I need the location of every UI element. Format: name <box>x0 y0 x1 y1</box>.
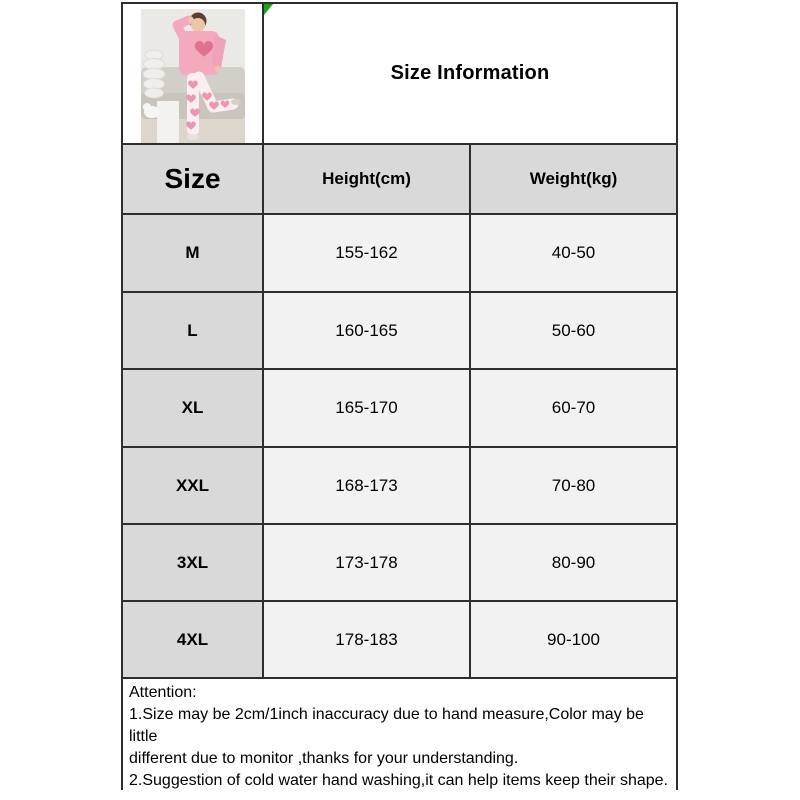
weight-value-m: 40-50 <box>551 243 596 262</box>
slipper-2 <box>231 99 241 105</box>
size-cell-m <box>123 215 262 291</box>
weight-value-xxl: 70-80 <box>551 475 596 495</box>
weight-value-4xl: 90-100 <box>547 629 600 649</box>
size-label-xl: XL <box>181 398 204 417</box>
weight-value-l: 50-60 <box>551 320 596 340</box>
header-height-label: Height(cm) <box>322 169 411 188</box>
height-cell-xl <box>264 370 469 446</box>
weight-cell-xl <box>471 370 676 446</box>
weight-cell-3xl <box>471 525 676 600</box>
size-label-4xl: 4XL <box>176 629 209 649</box>
size-label-xxl: XXL <box>175 475 210 495</box>
size-cell-3xl <box>123 525 262 600</box>
height-cell-l <box>264 293 469 368</box>
weight-cell-xxl <box>471 448 676 523</box>
size-label-l: L <box>187 320 198 340</box>
title-cell <box>264 4 676 143</box>
size-cell-l <box>123 293 262 368</box>
header-cell-height <box>264 145 469 213</box>
size-label-m: M <box>185 243 200 262</box>
green-corner-marker-icon <box>264 4 273 15</box>
hand-2 <box>215 66 221 72</box>
slipper <box>187 134 199 140</box>
white-pedestal <box>157 101 179 143</box>
weight-cell-l <box>471 293 676 368</box>
size-label-3xl: 3XL <box>176 552 209 572</box>
height-value-m: 155-162 <box>335 243 398 262</box>
header-weight-label: Weight(kg) <box>529 169 618 188</box>
weight-value-3xl: 80-90 <box>551 552 596 572</box>
height-value-4xl: 178-183 <box>335 629 398 649</box>
height-cell-m <box>264 215 469 291</box>
size-cell-xxl <box>123 448 262 523</box>
attention-heading: Attention: <box>129 684 197 701</box>
size-chart-table <box>121 2 678 790</box>
height-value-l: 160-165 <box>335 320 398 340</box>
weight-cell-m <box>471 215 676 291</box>
header-size-label: Size <box>164 163 221 194</box>
header-cell-size <box>123 145 262 213</box>
height-cell-xxl <box>264 448 469 523</box>
table-title: Size Information <box>390 62 550 84</box>
header-cell-weight <box>471 145 676 213</box>
height-cell-3xl <box>264 525 469 600</box>
attention-line-3: 2.Suggestion of cold water hand washing,it can help items keep their shape. <box>129 772 668 789</box>
height-value-xl: 165-170 <box>335 398 398 417</box>
pajama-top <box>179 31 219 75</box>
weight-cell-4xl <box>471 602 676 677</box>
attention-note <box>123 679 676 795</box>
hand <box>188 17 194 23</box>
height-cell-4xl <box>264 602 469 677</box>
product-photo <box>141 9 245 143</box>
attention-line-1: 1.Size may be 2cm/1inch inaccuracy due to hand measure,Color may be little <box>129 706 644 745</box>
attention-line-2: different due to monitor ,thanks for your understanding. <box>129 750 519 767</box>
size-cell-4xl <box>123 602 262 677</box>
product-photo-cell <box>123 4 262 143</box>
size-cell-xl <box>123 370 262 446</box>
paper-lantern-lamp <box>143 50 165 98</box>
height-value-xxl: 168-173 <box>335 475 398 495</box>
height-value-3xl: 173-178 <box>335 552 398 572</box>
weight-value-xl: 60-70 <box>551 398 596 417</box>
